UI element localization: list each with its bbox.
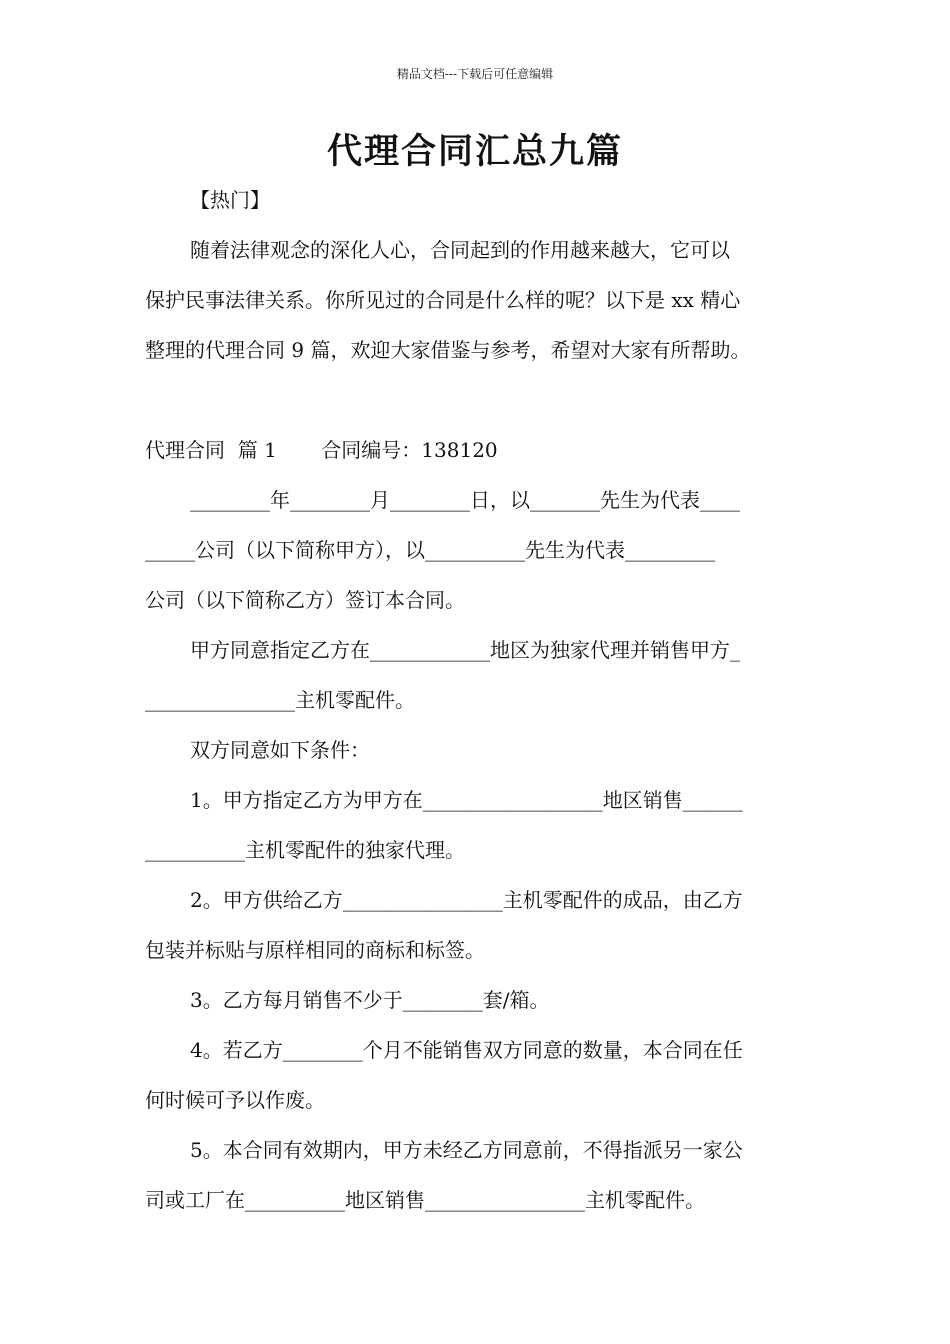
tag-line: 【热门】 <box>190 188 270 212</box>
paragraph-line: 甲方同意指定乙方在____________地区为独家代理并销售甲方_ <box>190 638 740 662</box>
clause-line: 1。甲方指定乙方为甲方在__________________地区销售______ <box>190 788 743 812</box>
clause-line: 司或工厂在__________地区销售________________主机零配件。 <box>145 1188 705 1212</box>
clause-line: __________主机零配件的独家代理。 <box>145 838 465 862</box>
paragraph-line: 保护民事法律关系。你所见过的合同是什么样的呢？以下是 xx 精心 <box>145 288 741 312</box>
paragraph-line: 随着法律观念的深化人心，合同起到的作用越来越大，它可以 <box>190 238 730 262</box>
clause-line: 何时候可予以作废。 <box>145 1088 325 1112</box>
document-title: 代理合同汇总九篇 <box>326 132 623 172</box>
clause-line: 4。若乙方________个月不能销售双方同意的数量，本合同在任 <box>190 1038 743 1062</box>
clause-line: 3。乙方每月销售不少于________套/箱。 <box>190 988 550 1012</box>
clause-line: 包装并标贴与原样相同的商标和标签。 <box>145 938 485 962</box>
paragraph-line: 双方同意如下条件： <box>190 738 370 762</box>
section-heading: 代理合同 篇 1 合同编号：138120 <box>145 438 498 462</box>
paragraph-line: 公司（以下简称乙方）签订本合同。 <box>145 588 465 612</box>
paragraph-line: 整理的代理合同 9 篇，欢迎大家借鉴与参考，希望对大家有所帮助。 <box>145 338 751 362</box>
paragraph-line: ________年________月________日，以_______先生为代表____ <box>190 488 740 512</box>
page-header: 精品文档---下载后可任意编辑 <box>396 67 554 81</box>
clause-line: 5。本合同有效期内，甲方未经乙方同意前，不得指派另一家公 <box>190 1138 743 1162</box>
paragraph-line: _______________主机零配件。 <box>145 688 415 712</box>
paragraph-line: _____公司（以下简称甲方），以__________先生为代表_________ <box>145 538 715 562</box>
clause-line: 2。甲方供给乙方________________主机零配件的成品，由乙方 <box>190 888 743 912</box>
